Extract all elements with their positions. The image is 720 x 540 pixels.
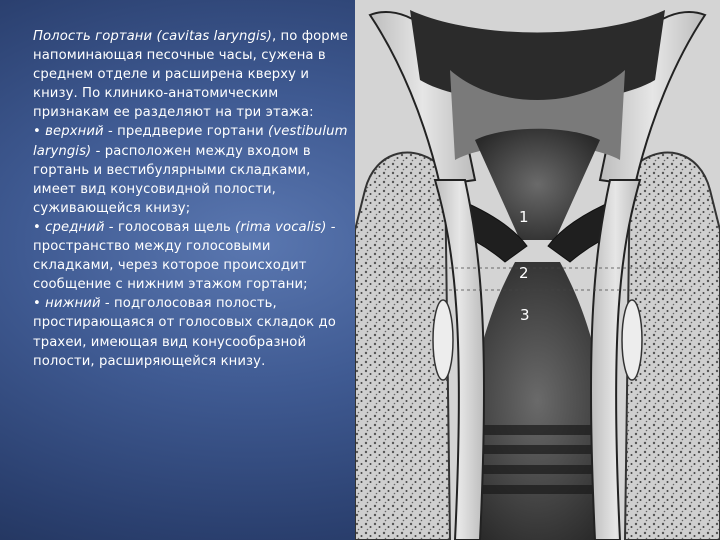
- bullet-term-middle: средний: [45, 219, 105, 235]
- bullet-text-middle-1: - голосовая щель: [104, 219, 236, 235]
- bullet-text-lower: - подголосовая полость, простирающаяся от голосовых складок до трахеи, имеющая вид конусообразной полости, расширяющейся книзу.: [33, 296, 336, 369]
- intro-text: , по форме напоминающая песочные часы, сужена в среднем отделе и расширена кверху и книзу. По клинико-анатомическим признакам ее разделяют на три этажа:: [33, 29, 348, 121]
- bullet-text-upper-2: - расположен между входом в гортань и вестибулярными складками, имеет вид конусовидной полости, суживающейся книзу;: [33, 143, 311, 216]
- bullet-latin-upper: (vestibulum laryngis): [33, 124, 348, 159]
- bullet-term-lower: нижний: [45, 296, 101, 312]
- bullet-marker: •: [33, 296, 46, 312]
- bullet-lower: [33, 294, 351, 370]
- larynx-drawing: [355, 0, 720, 540]
- bullet-text-middle-2: - пространство между голосовыми складками, через которое происходит сообщение с нижним этажом гортани;: [33, 219, 336, 293]
- figure-label-3: 3: [520, 306, 530, 324]
- figure-label-2: 2: [519, 264, 529, 282]
- intro-title: Полость гортани (cavitas laryngis): [33, 29, 272, 44]
- bullet-text-upper-1: - преддверие гортани: [103, 124, 269, 140]
- bullet-latin-middle: (rima vocalis): [235, 219, 327, 235]
- bullet-upper: [33, 122, 351, 217]
- bullet-marker: •: [33, 124, 46, 140]
- bullet-term-upper: верхний: [45, 124, 104, 140]
- bullet-middle: [33, 218, 351, 294]
- figure-label-1: 1: [519, 208, 529, 226]
- bullet-marker: •: [33, 219, 46, 235]
- larynx-illustration: [355, 0, 720, 540]
- intro-paragraph: [33, 27, 351, 122]
- text-panel: [33, 27, 351, 371]
